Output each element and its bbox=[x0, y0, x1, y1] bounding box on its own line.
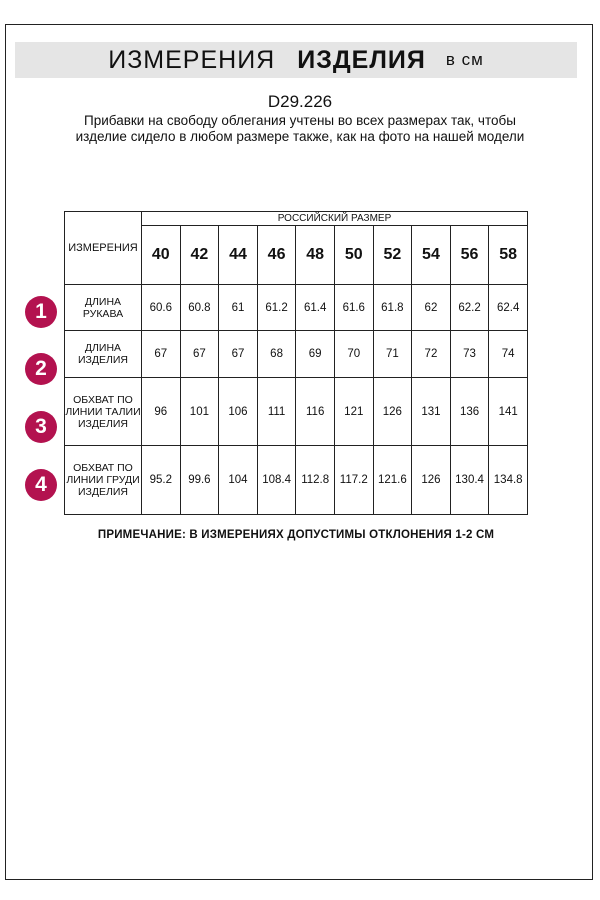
value-cell: 96 bbox=[142, 377, 181, 446]
value-cell: 62 bbox=[412, 285, 451, 331]
size-header: 44 bbox=[219, 226, 258, 285]
value-cell: 126 bbox=[412, 446, 451, 515]
row-label: ОБХВАТ ПО ЛИНИИ ТАЛИИ ИЗДЕЛИЯ bbox=[65, 377, 142, 446]
size-system-header: РОССИЙСКИЙ РАЗМЕР bbox=[142, 212, 528, 226]
value-cell: 126 bbox=[373, 377, 412, 446]
value-cell: 71 bbox=[373, 331, 412, 377]
measurements-header: ИЗМЕРЕНИЯ bbox=[65, 212, 142, 285]
size-header: 54 bbox=[412, 226, 451, 285]
value-cell: 104 bbox=[219, 446, 258, 515]
value-cell: 117.2 bbox=[334, 446, 373, 515]
value-cell: 61 bbox=[219, 285, 258, 331]
value-cell: 95.2 bbox=[142, 446, 181, 515]
value-cell: 112.8 bbox=[296, 446, 335, 515]
tolerance-note: ПРИМЕЧАНИЕ: В ИЗМЕРЕНИЯХ ДОПУСТИМЫ ОТКЛОНЕНИЯ 1-2 СМ bbox=[97, 529, 495, 541]
size-header: 42 bbox=[180, 226, 219, 285]
value-cell: 60.8 bbox=[180, 285, 219, 331]
title-bar bbox=[15, 42, 577, 78]
row-label: ДЛИНА РУКАВА bbox=[65, 285, 142, 331]
size-header: 40 bbox=[142, 226, 181, 285]
value-cell: 60.6 bbox=[142, 285, 181, 331]
value-cell: 67 bbox=[142, 331, 181, 377]
product-code: D29.226 bbox=[267, 92, 333, 111]
value-cell: 61.4 bbox=[296, 285, 335, 331]
value-cell: 67 bbox=[219, 331, 258, 377]
value-cell: 61.8 bbox=[373, 285, 412, 331]
row-label: ОБХВАТ ПО ЛИНИИ ГРУДИ ИЗДЕЛИЯ bbox=[65, 446, 142, 515]
value-cell: 131 bbox=[412, 377, 451, 446]
row-number-badge: 1 bbox=[25, 296, 57, 328]
value-cell: 62.2 bbox=[450, 285, 489, 331]
title-main: ИЗМЕРЕНИЯ bbox=[108, 45, 276, 74]
value-cell: 101 bbox=[180, 377, 219, 446]
value-cell: 73 bbox=[450, 331, 489, 377]
value-cell: 134.8 bbox=[489, 446, 528, 515]
value-cell: 116 bbox=[296, 377, 335, 446]
size-header: 48 bbox=[296, 226, 335, 285]
table-row bbox=[65, 377, 528, 446]
value-cell: 74 bbox=[489, 331, 528, 377]
value-cell: 106 bbox=[219, 377, 258, 446]
value-cell: 67 bbox=[180, 331, 219, 377]
row-number-badge: 2 bbox=[25, 353, 57, 385]
value-cell: 99.6 bbox=[180, 446, 219, 515]
value-cell: 130.4 bbox=[450, 446, 489, 515]
row-label: ДЛИНА ИЗДЕЛИЯ bbox=[65, 331, 142, 377]
size-header: 52 bbox=[373, 226, 412, 285]
value-cell: 108.4 bbox=[257, 446, 296, 515]
value-cell: 141 bbox=[489, 377, 528, 446]
size-header: 46 bbox=[257, 226, 296, 285]
value-cell: 121 bbox=[334, 377, 373, 446]
value-cell: 62.4 bbox=[489, 285, 528, 331]
title-unit: в см bbox=[445, 50, 484, 69]
value-cell: 68 bbox=[257, 331, 296, 377]
table-row bbox=[65, 331, 528, 377]
row-number-badge: 3 bbox=[25, 411, 57, 443]
size-header: 50 bbox=[334, 226, 373, 285]
value-cell: 121.6 bbox=[373, 446, 412, 515]
value-cell: 61.2 bbox=[257, 285, 296, 331]
value-cell: 70 bbox=[334, 331, 373, 377]
size-header: 58 bbox=[489, 226, 528, 285]
title-bold: ИЗДЕЛИЯ bbox=[297, 45, 426, 74]
size-table bbox=[64, 211, 528, 515]
row-number-badge: 4 bbox=[25, 469, 57, 501]
table-row bbox=[65, 285, 528, 331]
table-row bbox=[65, 446, 528, 515]
value-cell: 61.6 bbox=[334, 285, 373, 331]
value-cell: 111 bbox=[257, 377, 296, 446]
intro-text: Прибавки на свободу облегания учтены во всех размерах так, чтобы изделие сидело в любом размере также, как на фото на нашей модели bbox=[75, 113, 525, 144]
size-header: 56 bbox=[450, 226, 489, 285]
value-cell: 136 bbox=[450, 377, 489, 446]
value-cell: 72 bbox=[412, 331, 451, 377]
value-cell: 69 bbox=[296, 331, 335, 377]
